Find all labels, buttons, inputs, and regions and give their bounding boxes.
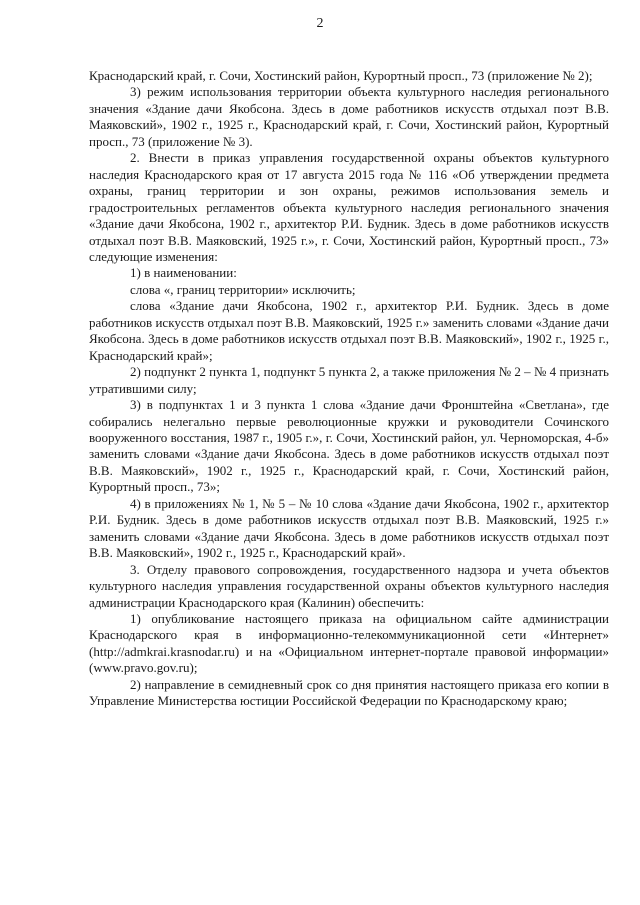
- paragraph-section-3: 3. Отделу правового сопровождения, государственного надзора и учета объектов культурного наследия управления государственной охраны объектов культурного наследия администрации Краснодарского края (Калинин) обеспечить:: [89, 561, 609, 610]
- paragraph-item-4: 4) в приложениях № 1, № 5 – № 10 слова «Здание дачи Якобсона, 1902 г., архитектор Р.И. Будник. Здесь в доме работников искусств отдыхал поэт В.В. Маяковский, 1925 г.» заменить словами «Здание дачи Якобсона. Здесь в доме работников искусств отдыхал поэт В.В. Маяковский», 1902 г., 1925 г., Краснодарский край».: [89, 495, 609, 561]
- page-number: 2: [316, 16, 324, 31]
- paragraph-item-3: 3) режим использования территории объекта культурного наследия регионального значения «Здание дачи Якобсона. Здесь в доме работников искусств отдыхал поэт В.В. Маяковский», 1902 г., 1925 г., Краснодарский край, г. Сочи, Хостинский район, Курортный просп., 73 (приложение № 3).: [89, 84, 609, 149]
- paragraph-continuation: Краснодарский край, г. Сочи, Хостинский район, Курортный просп., 73 (приложение № 2);: [89, 68, 593, 83]
- paragraph-item-1: 1) в наименовании:: [130, 265, 237, 281]
- paragraph-section-2: 2. Внести в приказ управления государственной охраны объектов культурного наследия Краснодарского края от 17 августа 2015 года № 116 «Об утверждении предмета охраны, границ территории и зон охраны, режимов использования земель и градостроительных регламентов объекта культурного наследия регионального значения «Здание дачи Якобсона, 1902 г., архитектор Р.И. Будник. Здесь в доме работников искусств отдыхал поэт В.В. Маяковский, 1925 г.», г. Сочи, Хостинский район, Курортный просп., 73» следующие изменения:: [89, 150, 609, 264]
- paragraph-copy-submission: 2) направление в семидневный срок со дня принятия настоящего приказа его копии в Управление Министерства юстиции Российской Федерации по Краснодарскому краю;: [89, 676, 609, 709]
- paragraph-item-3-subitems: 3) в подпунктах 1 и 3 пункта 1 слова «Здание дачи Фронштейна «Светлана», где собирались нелегально первые революционные кружки и руководители Сочинского вооруженного восстания, 1987 г., 1905 г.», г. Сочи, Хостинский район, ул. Черноморская, 4-б» заменить словами «Здание дачи Якобсона. Здесь в доме работников искусств отдыхал поэт В.В. Маяковский», 1902 г., 1925 г., Краснодарский край, г. Сочи, Хостинский район, Курортный просп., 73»;: [89, 397, 609, 495]
- paragraph-words-excluded: слова «, границ территории» исключить;: [130, 281, 356, 297]
- paragraph-item-2: 2) подпункт 2 пункта 1, подпункт 5 пункта 2, а также приложения № 2 – № 4 признать утратившими силу;: [89, 364, 609, 396]
- paragraph-publication: 1) опубликование настоящего приказа на официальном сайте администрации Краснодарского края в информационно-телекоммуникационной сети «Интернет» (http://admkrai.krasnodar.ru) и на «Официальном интернет-портале правовой информации» (www.pravo.gov.ru);: [89, 610, 609, 676]
- document-body: [89, 68, 609, 710]
- paragraph-words-replaced: слова «Здание дачи Якобсона, 1902 г., архитектор Р.И. Будник. Здесь в доме работников искусств отдыхал поэт В.В. Маяковский, 1925 г.» заменить словами «Здание дачи Якобсона. Здесь в доме работников искусств отдыхал поэт В.В. Маяковский», 1902 г., 1925 г., Краснодарский край»;: [89, 298, 609, 363]
